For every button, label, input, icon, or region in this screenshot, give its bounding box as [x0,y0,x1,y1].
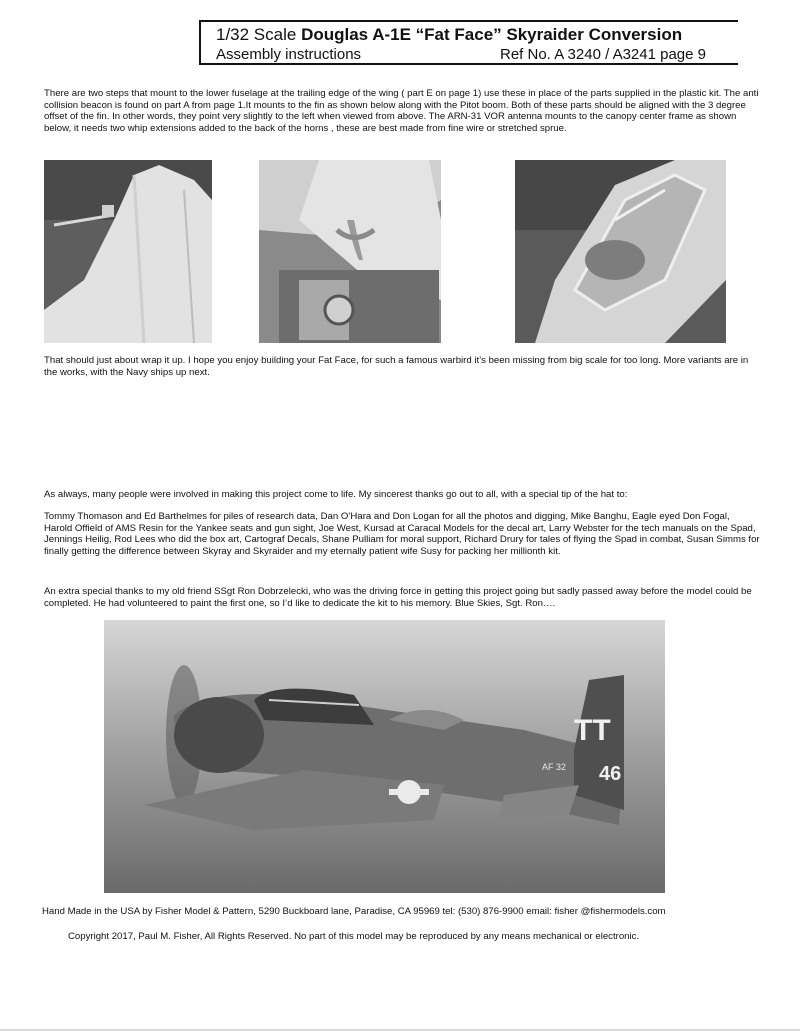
tail-number-marking: 46 [599,763,622,785]
page-title [216,25,738,45]
kit-title: Douglas A-1E “Fat Face” Skyraider Conversion [301,25,683,44]
subtitle: Assembly instructions [216,46,362,63]
photo-canopy [515,160,726,343]
serial-marking: AF 32 [542,762,567,772]
tail-code-marking: TT [574,714,611,747]
footer-copyright: Copyright 2017, Paul M. Fisher, All Rights Reserved. No part of this model may be reproduced by any means mechanical or electronic. [68,931,640,942]
header-subline [216,45,738,64]
title-box [199,20,738,65]
thanks-intro: As always, many people were involved in making this project come to life. My sincerest thanks go out to all, with a special tip of the hat to: [44,489,628,500]
dedication-paragraph: An extra special thanks to my old friend SSgt Ron Dobrzelecki, who was the driving force in getting this project going but sadly passed away before the model could be completed. He had volunteered to paint the first one, so I’d like to dedicate the kit to his memory. Blue Skies, Sgt. Ron…. [44,586,752,609]
reference-number: Ref No. A 3240 / A3241 page 9 [500,46,707,63]
page-edge-divider [0,1029,800,1031]
photo-tail-fin [44,160,212,343]
intro-paragraph: There are two steps that mount to the lower fuselage at the trailing edge of the wing ( part E on page 1) use these in place of the parts supplied in the plastic kit. The anti collision beacon is found on part A from page 1.It mounts to the fin as shown below along with the Pitot boom. Both of these parts should be aligned with the 3 degree offset of the fin. In other words, they point very slightly to the left when viewed from above. The ARN-31 VOR antenna mounts to the canopy center frame as shown below, it needs two whip extensions added to the back of the horns , these are best made from fine wire or stretched sprue. [44,88,759,134]
scale-label: 1/32 Scale [216,25,302,44]
wrap-up-paragraph: That should just about wrap it up. I hope you enjoy building your Fat Face, for such a famous warbird it’s been missing from big scale for too long. More variants are in the works, with the Navy ships up next. [44,355,749,378]
thanks-list: Tommy Thomason and Ed Barthelmes for piles of research data, Dan O’Hara and Don Logan for all the photos and digging, Mike Banghu, Eagle eyed Don Fogal, Harold Offield of AMS Resin for the Yankee seats and gun sight, Joe West, Kursad at Caracal Models for the decal art, Larry Webster for the tech manuals on the Spad, Jennings Heilig, Rod Lees who did the box art, Cartograf Decals, Shane Pulliam for moral support, Richard Drury for tales of flying the Spad in combat, Susan Simms for finally getting the difference between Skyray and Skyraider and my eternally patient wife Susy for packing her millionth kit. [44,511,760,557]
photo-vor-antenna [259,160,441,343]
footer-address: Hand Made in the USA by Fisher Model & Pattern, 5290 Buckboard lane, Paradise, CA 95969 tel: (530) 876-9900 email: fisher @fishermodels.com [42,906,666,917]
photo-skyraider-in-flight [104,620,665,893]
